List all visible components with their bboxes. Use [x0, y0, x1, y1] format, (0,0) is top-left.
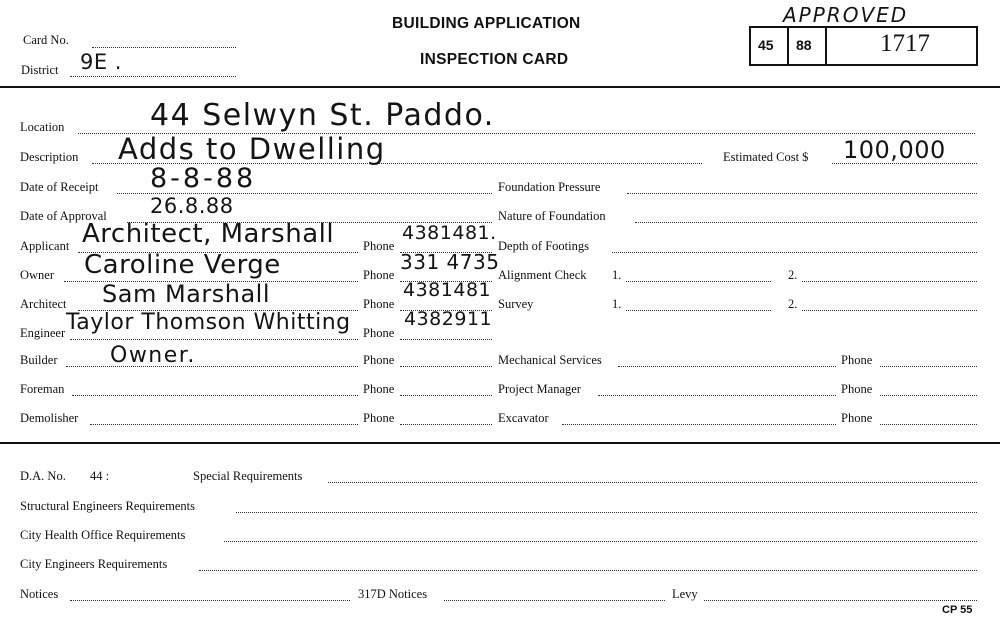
levy-line [704, 600, 977, 601]
excavator-label: Excavator [498, 411, 549, 425]
box-cell-2: 88 [796, 37, 812, 53]
da-no-value: 44 : [90, 469, 110, 483]
depth-footings-label: Depth of Footings [498, 239, 589, 253]
structural-requirements-line [236, 512, 977, 513]
nature-foundation-line [635, 222, 977, 223]
alignment-line-2 [802, 281, 977, 282]
survey-item-1: 1. [612, 297, 622, 311]
survey-item-2: 2. [788, 297, 798, 311]
engineer-phone-line [400, 339, 492, 340]
date-approval-label: Date of Approval [20, 209, 107, 223]
mechanical-line [618, 366, 836, 367]
architect-phone-label: Phone [363, 297, 395, 311]
survey-label: Survey [498, 297, 534, 311]
middle-divider [0, 442, 1000, 444]
project-manager-phone-line [880, 395, 977, 396]
levy-label: Levy [672, 587, 698, 601]
mechanical-label: Mechanical Services [498, 353, 602, 367]
builder-phone-label: Phone [363, 353, 395, 367]
demolisher-phone-label: Phone [363, 411, 395, 425]
structural-requirements-label: Structural Engineers Requirements [20, 499, 195, 513]
applicant-label: Applicant [20, 239, 70, 253]
foundation-pressure-line [627, 193, 977, 194]
applicant-phone-label: Phone [363, 239, 395, 253]
architect-phone-value: 4381481 [403, 279, 492, 301]
card-no-line [92, 47, 236, 48]
engineer-line [70, 339, 358, 340]
foreman-line [72, 395, 358, 396]
alignment-line-1 [626, 281, 771, 282]
special-requirements-line [328, 482, 977, 483]
foundation-pressure-label: Foundation Pressure [498, 180, 601, 194]
mechanical-phone-label: Phone [841, 353, 873, 367]
district-line [70, 76, 236, 77]
nature-foundation-label: Nature of Foundation [498, 209, 606, 223]
alignment-check-label: Alignment Check [498, 268, 587, 282]
engineer-phone-label: Phone [363, 326, 395, 340]
foreman-phone-line [400, 395, 492, 396]
demolisher-line [90, 424, 358, 425]
city-engineers-label: City Engineers Requirements [20, 557, 168, 571]
health-requirements-label: City Health Office Requirements [20, 528, 186, 542]
foreman-phone-label: Phone [363, 382, 395, 396]
applicant-phone-value: 4381481. [402, 222, 497, 244]
excavator-phone-label: Phone [841, 411, 873, 425]
project-manager-phone-label: Phone [841, 382, 873, 396]
alignment-item-1: 1. [612, 268, 622, 282]
mechanical-phone-line [880, 366, 977, 367]
description-label: Description [20, 150, 79, 164]
date-receipt-label: Date of Receipt [20, 180, 99, 194]
applicant-value: Architect, Marshall [82, 219, 335, 249]
form-title-line2: INSPECTION CARD [420, 51, 569, 68]
engineer-value: Taylor Thomson Whitting [66, 310, 351, 335]
depth-footings-line [612, 252, 977, 253]
notices-line [70, 600, 350, 601]
builder-label: Builder [20, 353, 58, 367]
top-divider [0, 86, 1000, 88]
city-engineers-line [199, 570, 977, 571]
excavator-line [562, 424, 836, 425]
box-cell-3: 1717 [880, 30, 930, 57]
foreman-label: Foreman [20, 382, 65, 396]
project-manager-line [598, 395, 836, 396]
survey-line-2 [802, 310, 977, 311]
survey-line-1 [626, 310, 771, 311]
builder-value: Owner. [110, 343, 196, 368]
location-value: 44 Selwyn St. Paddo. [150, 98, 495, 133]
builder-phone-line [400, 366, 492, 367]
card-no-label: Card No. [23, 33, 69, 47]
engineer-label: Engineer [20, 326, 66, 340]
excavator-phone-line [880, 424, 977, 425]
architect-label: Architect [20, 297, 67, 311]
owner-value: Caroline Verge [84, 250, 281, 280]
architect-value: Sam Marshall [102, 280, 270, 308]
district-value: 9E . [80, 50, 122, 74]
owner-label: Owner [20, 268, 55, 282]
project-manager-label: Project Manager [498, 382, 581, 396]
form-title-line1: BUILDING APPLICATION [392, 15, 581, 32]
da-no-label: D.A. No. [20, 469, 66, 483]
date-receipt-value: 8-8-88 [150, 163, 257, 194]
demolisher-phone-line [400, 424, 492, 425]
special-requirements-label: Special Requirements [193, 469, 303, 483]
location-label: Location [20, 120, 65, 134]
box-cell-1: 45 [758, 37, 774, 53]
description-value: Adds to Dwelling [118, 132, 386, 166]
notices-317d-label: 317D Notices [358, 587, 428, 601]
notices-317d-line [444, 600, 665, 601]
date-approval-value: 26.8.88 [150, 194, 234, 218]
owner-phone-value: 331 4735 [400, 250, 500, 274]
form-code: CP 55 [942, 604, 973, 616]
owner-phone-label: Phone [363, 268, 395, 282]
demolisher-label: Demolisher [20, 411, 79, 425]
engineer-phone-value: 4382911 [404, 308, 493, 330]
approved-stamp: APPROVED [783, 3, 909, 27]
notices-label: Notices [20, 587, 59, 601]
estimated-cost-label: Estimated Cost $ [723, 150, 809, 164]
district-label: District [21, 63, 59, 77]
alignment-item-2: 2. [788, 268, 798, 282]
estimated-cost-value: 100,000 [843, 136, 946, 164]
health-requirements-line [224, 541, 977, 542]
